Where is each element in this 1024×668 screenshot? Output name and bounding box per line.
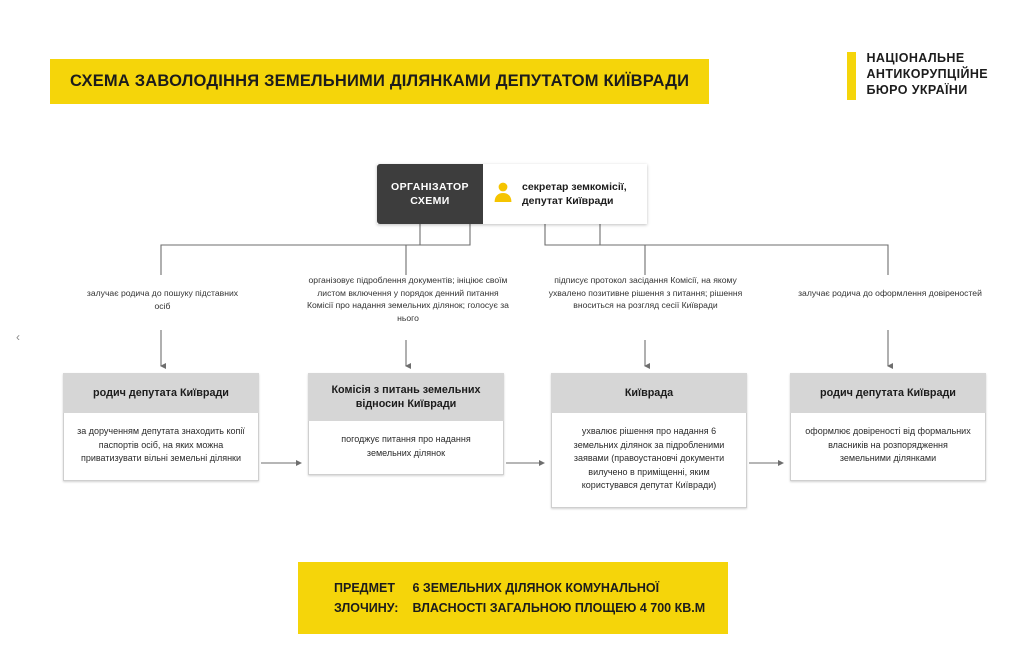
flow-box-relative-2-body: оформлює довіреності від формальних власників на розпорядження земельними ділянками <box>790 413 986 481</box>
flow-box-commission <box>308 373 504 475</box>
logo-line-3: БЮРО УКРАЇНИ <box>866 83 968 97</box>
crime-subject-banner <box>298 562 728 634</box>
edge-label-1: залучає родича до пошуку підставних осіб <box>86 288 239 311</box>
logo-line-2: АНТИКОРУПЦІЙНЕ <box>866 67 988 81</box>
flow-box-kyivrada-body: ухвалює рішення про надання 6 земельних ділянок за підробленими заявами (правоустановчі документи вилучено в приміщенні, яким користувався депутат Київради) <box>551 413 747 508</box>
crime-subject-label-line-1: ПРЕДМЕТ <box>334 581 395 595</box>
organizer-title-line-2: СХЕМИ <box>410 195 450 207</box>
organizer-node <box>377 164 647 224</box>
crime-subject-label <box>334 578 398 618</box>
edge-label-4: залучає родича до оформлення довіреностей <box>798 288 982 298</box>
person-icon <box>493 181 513 208</box>
organizer-role-line-1: секретар земкомісії, <box>522 181 627 193</box>
flow-box-kyivrada-title: Київрада <box>551 373 747 413</box>
organizer-role-text <box>522 180 627 208</box>
crime-subject-label-line-2: ЗЛОЧИНУ: <box>334 601 399 615</box>
logo-line-1: НАЦІОНАЛЬНЕ <box>866 51 965 65</box>
flow-box-relative-1-body: за дорученням депутата знаходить копії паспортів осіб, на яких можна приватизувати вільні земельні ділянки <box>63 413 259 481</box>
flow-box-commission-title: Комісія з питань земельних відносин Київради <box>308 373 504 421</box>
prev-slide-chevron-icon[interactable]: ‹ <box>16 330 20 344</box>
flow-box-relative-2 <box>790 373 986 481</box>
organizer-title-line-1: ОРГАНІЗАТОР <box>391 181 469 193</box>
crime-subject-value-line-2: ВЛАСНОСТІ ЗАГАЛЬНОЮ ПЛОЩЕЮ 4 700 КВ.М <box>412 601 706 615</box>
crime-subject-value-line-1: 6 ЗЕМЕЛЬНИХ ДІЛЯНОК КОМУНАЛЬНОЇ <box>412 581 660 595</box>
crime-subject-value <box>412 578 705 618</box>
flow-box-relative-1-title: родич депутата Київради <box>63 373 259 413</box>
organizer-role <box>483 164 647 224</box>
flow-box-relative-1 <box>63 373 259 481</box>
organizer-role-line-2: депутат Київради <box>522 195 614 207</box>
flow-box-commission-body: погоджує питання про надання земельних ділянок <box>308 421 504 475</box>
page-title: СХЕМА ЗАВОЛОДІННЯ ЗЕМЕЛЬНИМИ ДІЛЯНКАМИ ДЕПУТАТОМ КИЇВРАДИ <box>70 72 690 90</box>
edge-label-2: організовує підроблення документів; ініціює своїм листом включення у порядок денний питання Комісії про надання земельних ділянок; голосує за нього <box>307 275 509 323</box>
flow-box-kyivrada <box>551 373 747 508</box>
edge-label-3: підписує протокол засідання Комісії, на якому ухвалено позитивне рішення з питання; рішення вноситься на розгляд сесії Київради <box>548 275 743 310</box>
organizer-title <box>377 164 483 224</box>
flow-box-relative-2-title: родич депутата Київради <box>790 373 986 413</box>
